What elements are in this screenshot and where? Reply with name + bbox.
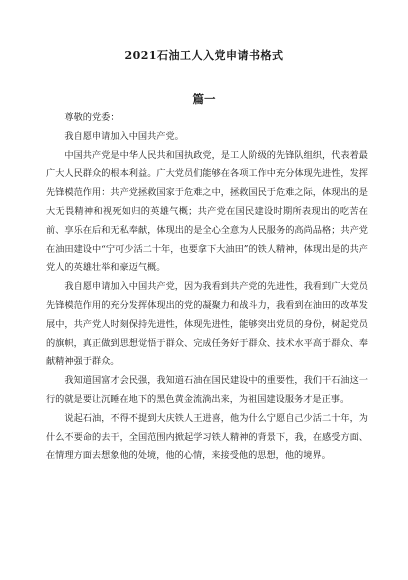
document-body bbox=[46, 109, 368, 466]
section-heading: 篇一 bbox=[192, 92, 216, 106]
body-paragraph: 中国共产党是中华人民共和国执政党，是工人阶级的先锋队组织，代表着最广大人民群众的根本利益。广大党员们能够在各项工作中充分体现先进性，发挥先锋模范作用：共产党拯救国家于危难之中，拯救国民于危难之际，体现出的是大无畏精神和视死如归的英雄气概；共产党在国民建设时期所表现出的吃苦在前、享乐在后和无私奉献，体现出的是全心全意为人民服务的高尚品格；共产党在油田建设中“宁可少活二十年，也要拿下大油田”的铁人精神，体现出是的共产党人的英雄壮举和豪迈气概。 bbox=[46, 149, 368, 274]
body-paragraph: 说起石油，不得不提到大庆铁人王进喜，他为什么宁愿自己少活二十年，为什么不要命的去干，全国范围内掀起学习铁人精神的背景下，我，在感受方面、在情理方面去想象他的处境，他的心情，来接受他的思想，他的境界。 bbox=[46, 412, 368, 462]
body-paragraph: 我自愿申请加入中国共产党。 bbox=[64, 130, 184, 142]
body-paragraph: 我自愿申请加入中国共产党，因为我看到共产党的先进性，我看到广大党员先锋模范作用的充分发挥体现出的党的凝聚力和战斗力，我看到在油田的改革发展中，共产党人时刻保持先进性，体现先进性，能够突出党员的身份，树起党员的旗帜，真正做到思想觉悟于群众、完成任务好于群众、技术水平高于群众、奉献精神强于群众。 bbox=[46, 281, 368, 368]
salutation: 尊敬的党委： bbox=[64, 112, 120, 123]
document-title: 2021石油工人入党申请书格式 bbox=[124, 49, 284, 62]
body-paragraph: 我知道国富才会民强，我知道石油在国民建设中的重要性，我们干石油这一行的就是要让沉睡在地下的黑色黄金流淌出来，为祖国建设服务才是正事。 bbox=[46, 375, 368, 405]
